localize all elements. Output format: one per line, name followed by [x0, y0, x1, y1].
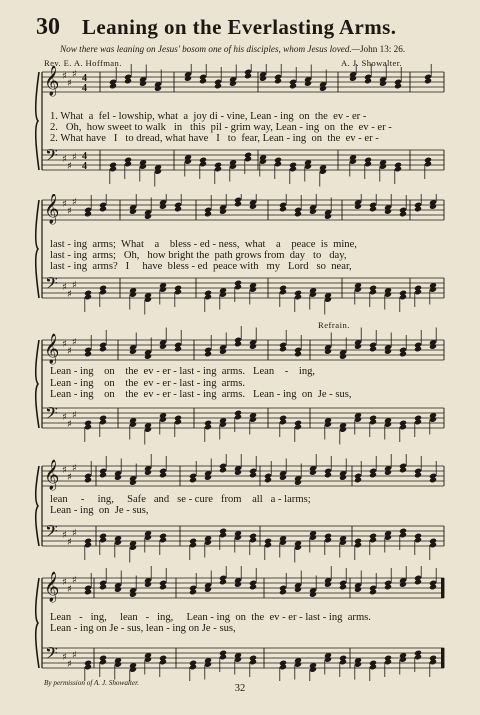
- bass-clef-icon: 𝄢: [45, 403, 58, 427]
- sharp-icon: ♯: [67, 419, 72, 430]
- sharp-icon: ♯: [67, 161, 72, 172]
- sharp-icon: ♯: [72, 280, 77, 291]
- final-barline: [441, 578, 444, 598]
- time-signature: 4: [82, 83, 87, 94]
- sharp-icon: ♯: [72, 69, 77, 80]
- sharp-icon: ♯: [72, 410, 77, 421]
- sharp-icon: ♯: [72, 152, 77, 163]
- lyric-line: Lean - ing on Je - sus,: [50, 505, 149, 516]
- lyric-line: Lean - ing on the ev - er - last - ing arms. Lean - ing,: [50, 366, 316, 377]
- lyric-line: 1. What a fel - lowship, what a joy di - vine, Lean - ing on the ev - er -: [50, 111, 367, 122]
- brace: [36, 466, 39, 546]
- treble-clef-icon: 𝄞: [44, 194, 60, 224]
- lyric-line: last - ing arms; Oh, how bright the path grows from day to day,: [50, 250, 347, 261]
- bass-clef-icon: 𝄢: [45, 521, 58, 545]
- time-signature: 4: [82, 161, 87, 172]
- brace: [36, 200, 39, 298]
- lyric-line: Lean - ing on the ev - er - last - ing arms.: [50, 378, 246, 389]
- lyric-line: last - ing arms? I have bless - ed peace with my Lord so near,: [50, 261, 352, 272]
- sharp-icon: ♯: [67, 289, 72, 300]
- lyric-line: 2. Oh, how sweet to walk in this pil - grim way, Lean - ing on the ev - er -: [50, 122, 392, 133]
- sharp-icon: ♯: [67, 206, 72, 217]
- final-barline: [441, 648, 444, 668]
- sharp-icon: ♯: [62, 577, 67, 588]
- permission-note: By permission of A. J. Showalter.: [44, 679, 139, 687]
- sharp-icon: ♯: [62, 652, 67, 663]
- sharp-icon: ♯: [62, 154, 67, 165]
- lyricist-credit: Rev. E. A. Hoffman.: [44, 58, 122, 68]
- refrain-label: Refrain.: [318, 320, 350, 330]
- bass-clef-icon: 𝄢: [45, 145, 58, 169]
- brace: [36, 578, 39, 668]
- sharp-icon: ♯: [62, 530, 67, 541]
- time-signature: 4: [82, 73, 87, 84]
- sharp-icon: ♯: [62, 282, 67, 293]
- sharp-icon: ♯: [62, 71, 67, 82]
- sharp-icon: ♯: [72, 197, 77, 208]
- sharp-icon: ♯: [62, 465, 67, 476]
- sharp-icon: ♯: [62, 339, 67, 350]
- bass-clef-icon: 𝄢: [45, 643, 58, 667]
- page-number: 32: [234, 683, 246, 694]
- scripture-epigraph: [60, 44, 450, 54]
- sharp-icon: ♯: [72, 463, 77, 474]
- sharp-icon: ♯: [67, 78, 72, 89]
- sharp-icon: ♯: [72, 650, 77, 661]
- hymn-title: Leaning on the Everlasting Arms.: [82, 15, 397, 39]
- hymn-header: [36, 14, 456, 44]
- sharp-icon: ♯: [72, 528, 77, 539]
- lyric-line: lean - ing, Safe and se - cure from all a - larms;: [50, 494, 311, 505]
- sharp-icon: ♯: [67, 537, 72, 548]
- treble-clef-icon: 𝄞: [44, 460, 60, 490]
- sharp-icon: ♯: [67, 472, 72, 483]
- treble-clef-icon: 𝄞: [44, 334, 60, 364]
- sharp-icon: ♯: [62, 199, 67, 210]
- brace: [36, 72, 39, 170]
- lyric-line: Lean - ing, lean - ing, Lean - ing on the ev - er - last - ing arms.: [50, 612, 371, 623]
- epigraph-reference: John 13: 26.: [359, 44, 406, 54]
- sharp-icon: ♯: [67, 659, 72, 670]
- treble-clef-icon: 𝄞: [44, 572, 60, 602]
- lyric-line: Lean - ing on the ev - er - last - ing arms. Lean - ing on Je - sus,: [50, 389, 352, 400]
- sharp-icon: ♯: [72, 575, 77, 586]
- sharp-icon: ♯: [67, 584, 72, 595]
- sharp-icon: ♯: [72, 337, 77, 348]
- treble-clef-icon: 𝄞: [44, 66, 60, 96]
- epigraph-text: Now there was leaning on Jesus' bosom one of his disciples, whom Jesus loved.—: [60, 44, 360, 54]
- lyric-line: Lean - ing on Je - sus, lean - ing on Je - sus,: [50, 623, 236, 634]
- composer-credit: A. J. Showalter.: [341, 58, 403, 68]
- sharp-icon: ♯: [62, 412, 67, 423]
- brace: [36, 340, 39, 428]
- sharp-icon: ♯: [67, 346, 72, 357]
- bass-clef-icon: 𝄢: [45, 273, 58, 297]
- time-signature: 4: [82, 151, 87, 162]
- lyric-line: last - ing arms; What a bless - ed - ness, what a peace is mine,: [50, 239, 357, 250]
- lyric-line: 2. What have I to dread, what have I to fear, Lean - ing on the ev - er -: [50, 133, 379, 144]
- hymn-number: 30: [36, 14, 60, 40]
